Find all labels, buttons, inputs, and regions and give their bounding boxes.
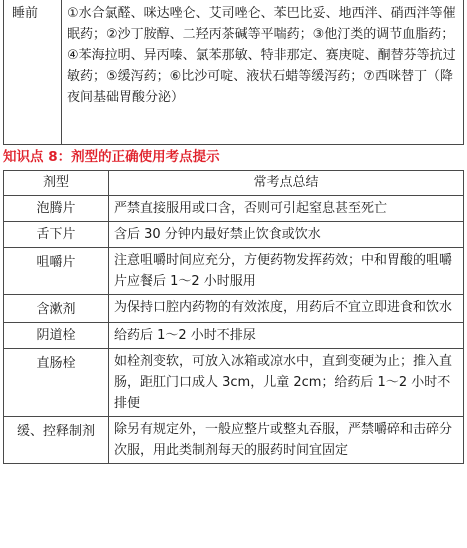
dosage-form-cell: 阴道栓 [4, 323, 109, 349]
section-title: 知识点 8：剂型的正确使用考点提示 [3, 149, 220, 165]
bedtime-drugs-text: ①水合氯醛、咪达唑仑、艾司唑仑、苯巴比妥、地西泮、硝西泮等催眠药；②沙丁胺醇、二羟丙茶碱等平喘药；③他汀类的调节血脂药；④苯海拉明、异丙嗪、氯苯那敏、特非那定、赛庚啶、酮替芬等抗过敏药；⑤缓泻药；⑥比沙可啶、液状石蜡等缓泻药；⑦西咪替丁（降夜间基础胃酸分泌） [62, 0, 464, 145]
dosage-form-cell: 直肠栓 [4, 349, 109, 417]
dosage-form-cell: 舌下片 [4, 222, 109, 248]
key-point-cell: 含后 30 分钟内最好禁止饮食或饮水 [109, 222, 464, 248]
bedtime-row [4, 0, 464, 145]
table-row [4, 222, 464, 248]
dosage-form-cell: 泡腾片 [4, 196, 109, 222]
dosage-form-cell: 缓、控释制剂 [4, 417, 109, 464]
dosage-form-cell: 含漱剂 [4, 295, 109, 323]
bedtime-medication-table [3, 0, 464, 145]
dosage-form-cell: 咀嚼片 [4, 248, 109, 295]
key-point-cell: 如栓剂变软，可放入冰箱或凉水中，直到变硬为止；推入直肠，距肛门口成人 3cm，儿童 2cm；给药后 1～2 小时不排便 [109, 349, 464, 417]
dosage-form-table [3, 170, 464, 464]
header-key-points: 常考点总结 [109, 171, 464, 196]
table-row [4, 349, 464, 417]
table-row [4, 196, 464, 222]
table-row [4, 295, 464, 323]
key-point-cell: 为保持口腔内药物的有效浓度，用药后不宜立即进食和饮水 [109, 295, 464, 323]
timing-label: 睡前 [4, 0, 62, 145]
table-row [4, 323, 464, 349]
key-point-cell: 给药后 1～2 小时不排尿 [109, 323, 464, 349]
table-row [4, 417, 464, 464]
table-row [4, 248, 464, 295]
header-dosage-form: 剂型 [4, 171, 109, 196]
key-point-cell: 注意咀嚼时间应充分，方便药物发挥药效；中和胃酸的咀嚼片应餐后 1～2 小时服用 [109, 248, 464, 295]
key-point-cell: 除另有规定外，一般应整片或整丸吞服，严禁嚼碎和击碎分次服，用此类制剂每天的服药时间宜固定 [109, 417, 464, 464]
table-header-row [4, 171, 464, 196]
key-point-cell: 严禁直接服用或口含，否则可引起窒息甚至死亡 [109, 196, 464, 222]
